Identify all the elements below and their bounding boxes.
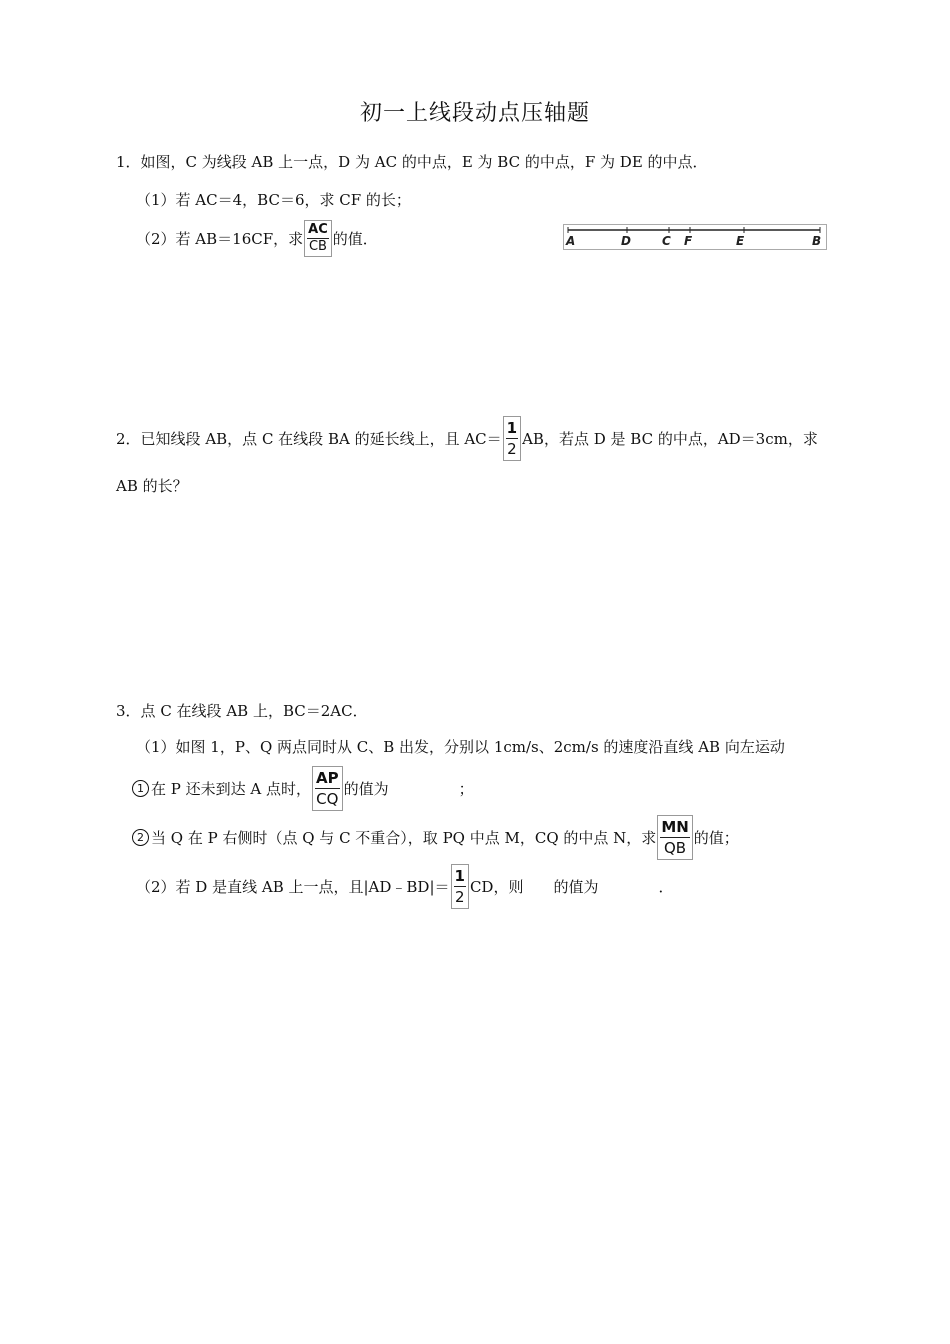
- q2-text-pre: 已知线段 AB，点 C 在线段 BA 的延长线上，且 AC＝: [140, 429, 502, 448]
- circled-number-2: 2: [132, 829, 149, 846]
- q3-part2: [136, 864, 674, 909]
- circled-number-1: 1: [132, 780, 149, 797]
- q3-intro: 点 C 在线段 AB 上，BC＝2AC．: [140, 702, 368, 720]
- q1-fraction: [304, 220, 332, 257]
- point-label-b: B: [812, 234, 822, 248]
- fraction-numerator: 1: [506, 419, 518, 437]
- point-label-d: D: [621, 234, 631, 248]
- q1-part2-suffix: 的值．: [332, 229, 378, 248]
- q2-fraction: [503, 416, 521, 461]
- q2-line2: AB 的长？: [116, 477, 188, 495]
- point-label-f: F: [684, 234, 693, 248]
- q3-part2-suffix: 的值为: [553, 877, 599, 896]
- q1-part2-text: （2）若 AB＝16CF，求: [136, 229, 304, 248]
- fraction-denominator: 2: [507, 440, 517, 458]
- q3-part2-text: （2）若 D 是直线 AB 上一点，且|AD﹣BD|＝: [136, 877, 450, 896]
- fraction-denominator: CB: [308, 239, 327, 254]
- q3-sub2: [132, 815, 739, 860]
- q1-part2: [136, 220, 378, 257]
- q3-sub1-suffix: 的值为: [343, 779, 389, 798]
- point-label-a: A: [566, 234, 576, 248]
- q2-number: 2．: [116, 429, 141, 448]
- segment-figure: [563, 224, 827, 250]
- fraction-denominator: QB: [664, 839, 687, 857]
- point-label-e: E: [736, 234, 745, 248]
- q2-text-post: AB，若点 D 是 BC 的中点，AD＝3cm，求: [522, 429, 818, 448]
- point-label-c: C: [662, 234, 671, 248]
- q3-sub1-text: 在 P 还未到达 A 点时，: [151, 779, 311, 798]
- q3-sub1-end: ；: [458, 779, 474, 798]
- q3-sub1: [132, 766, 474, 811]
- q3-part2-mid: CD，则: [469, 877, 524, 896]
- fraction-denominator: 2: [454, 888, 465, 906]
- fraction-numerator: MN: [661, 818, 689, 836]
- q1-number: 1．: [116, 153, 141, 171]
- q3-sub2-fraction: [657, 815, 692, 860]
- q3-sub1-fraction: [312, 766, 343, 811]
- q3-part1: （1）如图 1，P、Q 两点同时从 C、B 出发，分别以 1cm/s、2cm/s 的速度沿直线 AB 向左运动: [136, 738, 785, 756]
- fraction-numerator: AC: [308, 222, 328, 237]
- fraction-denominator: CQ: [316, 790, 339, 808]
- q1-part1: （1）若 AC＝4，BC＝6，求 CF 的长；: [136, 191, 411, 209]
- segment-line-graphic: [564, 225, 826, 249]
- q2-line1: [116, 416, 818, 461]
- fraction-numerator: AP: [316, 769, 339, 787]
- q3-sub2-suffix: 的值；: [693, 828, 739, 847]
- q1-intro-line: [116, 152, 708, 172]
- page-title: 初一上线段动点压轴题: [359, 101, 590, 126]
- q3-sub2-text: 当 Q 在 P 右侧时（点 Q 与 C 不重合），取 PQ 中点 M，CQ 的中点 N，求: [151, 828, 657, 847]
- q3-number: 3．: [116, 702, 141, 720]
- fraction-numerator: 1: [454, 867, 465, 885]
- q3-part2-fraction: [451, 864, 469, 909]
- q1-intro: 如图，C 为线段 AB 上一点，D 为 AC 的中点，E 为 BC 的中点，F 为 DE 的中点．: [140, 153, 708, 171]
- q3-part2-end: ．: [658, 877, 674, 896]
- q3-intro-line: [116, 701, 368, 721]
